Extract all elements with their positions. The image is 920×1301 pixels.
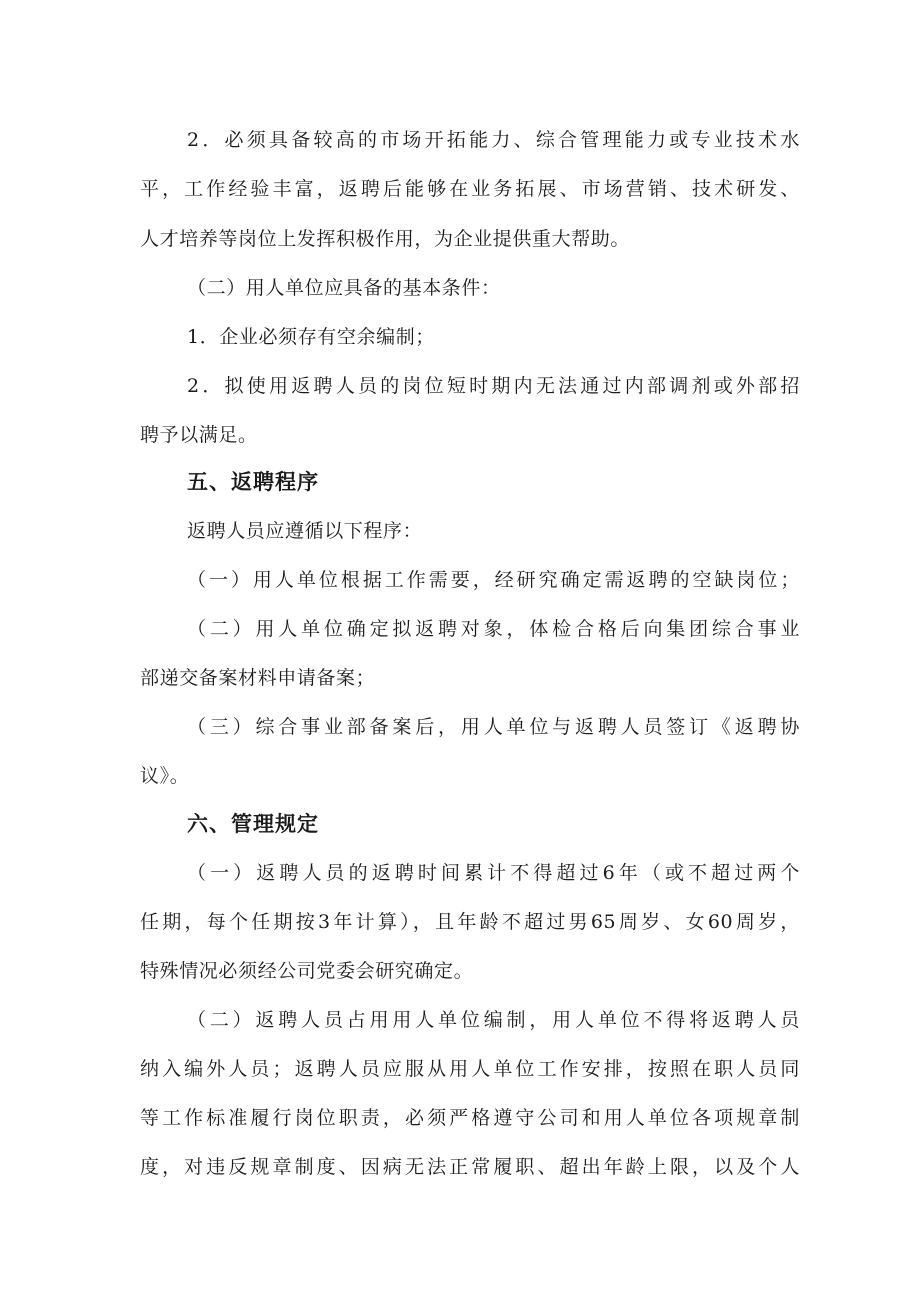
paragraph-line: 等工作标准履行岗位职责，必须严格遵守公司和用人单位各项规章制 <box>140 1107 800 1129</box>
section-heading: 五、返聘程序 <box>187 470 319 494</box>
paragraph-line: 议》。 <box>140 765 190 787</box>
paragraph-line: 聘予以满足。 <box>140 424 258 446</box>
list-item: （一）用人单位根据工作需要，经研究确定需返聘的空缺岗位； <box>187 569 800 591</box>
paragraph-line: 平，工作经验丰富，返聘后能够在业务拓展、市场营销、技术研发、 <box>140 178 800 200</box>
section-heading: 六、管理规定 <box>187 812 319 836</box>
paragraph-line: 度，对违反规章制度、因病无法正常履职、超出年龄上限，以及个人 <box>140 1156 800 1178</box>
paragraph-line: 2．必须具备较高的市场开拓能力、综合管理能力或专业技术水 <box>187 129 800 151</box>
list-item: 1．企业必须存有空余编制； <box>187 326 435 348</box>
list-item: （三）综合事业部备案后，用人单位与返聘人员签订《返聘协 <box>187 716 800 738</box>
paragraph-line: 任期，每个任期按3年计算），且年龄不超过男65周岁、女60周岁， <box>140 911 800 933</box>
list-item: （二）用人单位确定拟返聘对象，体检合格后向集团综合事业 <box>187 618 800 640</box>
subsection-heading: （二）用人单位应具备的基本条件： <box>187 277 501 299</box>
list-item: 2．拟使用返聘人员的岗位短时期内无法通过内部调剂或外部招 <box>187 375 800 397</box>
paragraph-line: 人才培养等岗位上发挥积极作用，为企业提供重大帮助。 <box>140 228 631 250</box>
paragraph-line: 部递交备案材料申请备案； <box>140 667 376 689</box>
list-item: （一）返聘人员的返聘时间累计不得超过6年（或不超过两个 <box>187 862 800 884</box>
paragraph-line: 特殊情况必须经公司党委会研究确定。 <box>140 960 474 982</box>
paragraph-line: 纳入编外人员；返聘人员应服从用人单位工作安排，按照在职人员同 <box>140 1058 800 1080</box>
paragraph-line: 返聘人员应遵循以下程序： <box>187 520 423 542</box>
list-item: （二）返聘人员占用用人单位编制，用人单位不得将返聘人员 <box>187 1009 800 1031</box>
